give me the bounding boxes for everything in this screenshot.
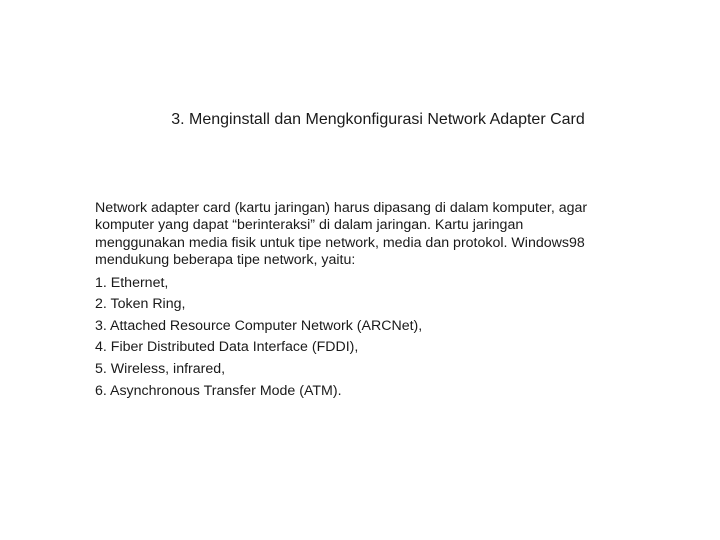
list-item: 1. Ethernet, (95, 274, 169, 291)
list-item: 3. Attached Resource Computer Network (ARCNet), (95, 317, 423, 334)
list-item: 6. Asynchronous Transfer Mode (ATM). (95, 382, 342, 399)
paragraph-line: mendukung beberapa tipe network, yaitu: (95, 252, 356, 269)
slide-title: 3. Menginstall dan Mengkonfigurasi Network Adapter Card (171, 111, 585, 128)
list-item: 5. Wireless, infrared, (95, 361, 226, 377)
network-types-list (95, 273, 695, 403)
slide-body (95, 200, 695, 402)
paragraph-line: Network adapter card (kartu jaringan) harus dipasang di dalam komputer, agar (95, 200, 588, 216)
list-item: 2. Token Ring, (95, 296, 186, 313)
paragraph-line: komputer yang dapat “berinteraksi” di dalam jaringan. Kartu jaringan (95, 217, 524, 234)
intro-paragraph (95, 200, 695, 270)
list-item: 4. Fiber Distributed Data Interface (FDDI), (95, 339, 359, 356)
paragraph-line: menggunakan media fisik untuk tipe network, media dan protokol. Windows98 (95, 234, 585, 251)
